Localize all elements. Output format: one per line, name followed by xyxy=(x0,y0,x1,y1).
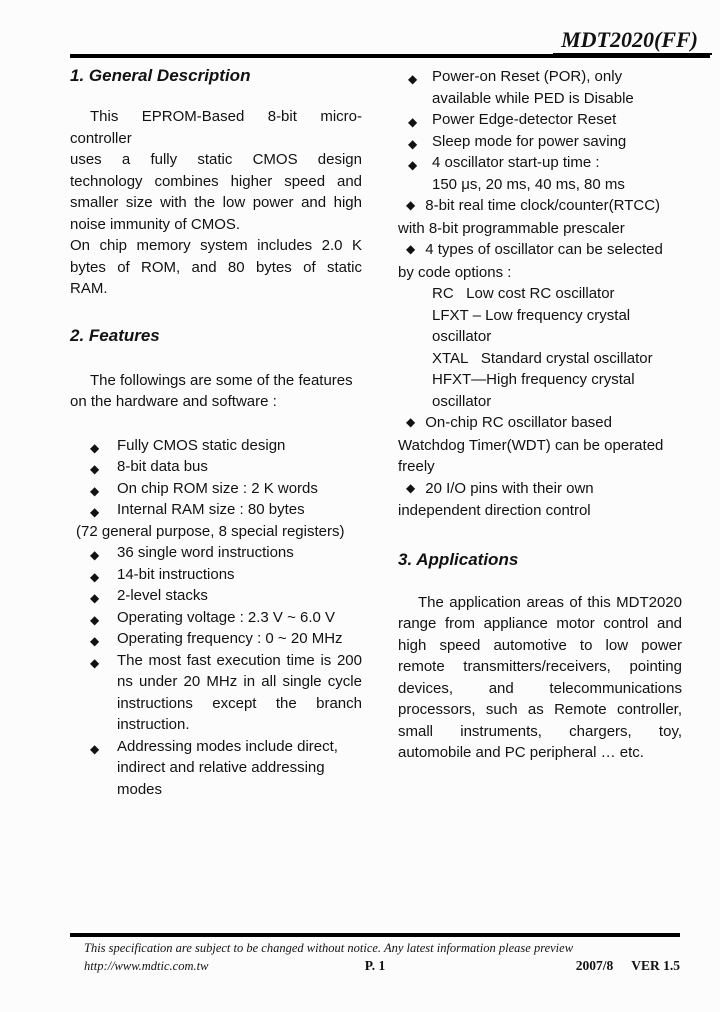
oscillator-option: XTAL Standard crystal oscillator xyxy=(432,349,653,367)
features-list-left xyxy=(70,435,362,801)
feature-item: ◆ Sleep mode for power saving xyxy=(398,131,682,153)
bullet-icon: ◆ xyxy=(408,136,418,151)
footer-row xyxy=(70,958,680,976)
bullet-icon: ◆ xyxy=(408,72,418,86)
bullet-icon: ◆ xyxy=(90,440,100,455)
bullet-icon: ◆ xyxy=(90,569,100,584)
feature-item: ◆ Operating voltage : 2.3 V ~ 6.0 V xyxy=(70,607,362,629)
footer-version: VER 1.5 xyxy=(631,958,680,973)
bullet-icon: ◆ xyxy=(406,480,416,495)
bullet-icon: ◆ xyxy=(90,741,100,756)
feature-item-note: (72 general purpose, 8 special registers) xyxy=(76,522,345,540)
doc-title: MDT2020(FF) xyxy=(553,27,712,55)
feature-item: ◆ 4 types of oscillator can be selected by code options : xyxy=(398,241,663,281)
feature-item: ◆ Operating frequency : 0 ~ 20 MHz xyxy=(70,628,362,650)
bullet-icon: ◆ xyxy=(90,483,100,498)
bullet-icon: ◆ xyxy=(90,505,100,519)
feature-item: ◆ Fully CMOS static design xyxy=(70,435,362,457)
bullet-icon: ◆ xyxy=(90,548,100,562)
oscillator-option: LFXT – Low frequency crystal oscillator xyxy=(432,306,631,345)
bullet-icon: ◆ xyxy=(406,198,416,212)
general-paragraph-2: On chip memory system includes 2.0 K bytes of ROM, and 80 bytes of static RAM. xyxy=(70,237,362,297)
footer-date-version xyxy=(576,958,680,974)
bullet-icon: ◆ xyxy=(90,634,100,648)
applications-paragraph: The application areas of this MDT2020 range from appliance motor control and high speed automotive to low power remote transmitters/receivers, pointing devices, and telecommunications processors, such as Remote controller, small instruments, chargers, toy, automobile and PC peripheral … etc. xyxy=(398,593,682,761)
page-header xyxy=(0,0,712,52)
feature-item: ◆ 8-bit data bus xyxy=(70,456,362,478)
feature-item: ◆ 2-level stacks xyxy=(70,585,362,607)
feature-item: ◆ Addressing modes include direct, indirect and relative addressing modes xyxy=(90,737,338,798)
right-column xyxy=(398,58,682,764)
bullet-icon: ◆ xyxy=(90,591,100,605)
feature-item: ◆ On chip ROM size : 2 K words xyxy=(70,478,362,500)
feature-item: ◆ Power Edge-detector Reset xyxy=(398,109,682,131)
feature-item: ◆ 36 single word instructions xyxy=(70,542,362,564)
footer-rule xyxy=(70,933,680,937)
feature-item: ◆ 8-bit real time clock/counter(RTCC) with 8-bit programmable prescaler xyxy=(398,197,661,237)
content-columns xyxy=(0,58,720,800)
feature-item: ◆ Internal RAM size : 80 bytes xyxy=(70,499,362,521)
bullet-icon: ◆ xyxy=(90,462,100,476)
bullet-icon: ◆ xyxy=(90,655,100,670)
feature-item: ◆ 4 oscillator start-up time : 150 μs, 20 ms, 40 ms, 80 ms xyxy=(408,154,625,193)
section-heading-general: 1. General Description xyxy=(70,66,251,85)
features-list-right xyxy=(398,58,682,522)
footer-notice: This specification are subject to be changed without notice. Any latest information please preview xyxy=(84,941,574,955)
footer-page-number: P. 1 xyxy=(364,958,386,973)
feature-item: ◆ 20 I/O pins with their own independent direction control xyxy=(398,479,594,519)
section-heading-features: 2. Features xyxy=(70,325,160,345)
oscillator-option: HFXT—High frequency crystal oscillator xyxy=(432,371,635,410)
bullet-icon: ◆ xyxy=(408,115,418,129)
bullet-icon: ◆ xyxy=(408,158,418,172)
feature-item: ◆ 14-bit instructions xyxy=(70,564,362,586)
feature-item: ◆ On-chip RC oscillator based Watchdog Timer(WDT) can be operated freely xyxy=(398,414,664,475)
general-paragraph-1: This EPROM-Based 8-bit micro-controller uses a fully static CMOS design technology combines higher speed and smaller size with the low power and high noise immunity of CMOS. xyxy=(70,108,362,233)
features-intro: The followings are some of the features on the hardware and software : xyxy=(70,371,353,410)
footer-date: 2007/8 xyxy=(575,958,614,973)
bullet-icon: ◆ xyxy=(406,415,416,429)
oscillator-option: RC Low cost RC oscillator xyxy=(432,285,615,302)
bullet-icon: ◆ xyxy=(406,242,416,256)
section-heading-applications: 3. Applications xyxy=(398,549,519,569)
feature-item: ◆ Power-on Reset (POR), only available while PED is Disable xyxy=(408,68,634,107)
left-column xyxy=(70,58,362,800)
footer-url: http://www.mdtic.com.tw xyxy=(84,959,209,973)
bullet-icon: ◆ xyxy=(90,612,100,627)
feature-item: ◆ The most fast execution time is 200 ns under 20 MHz in all single cycle instructions except the branch instruction. xyxy=(90,651,362,733)
